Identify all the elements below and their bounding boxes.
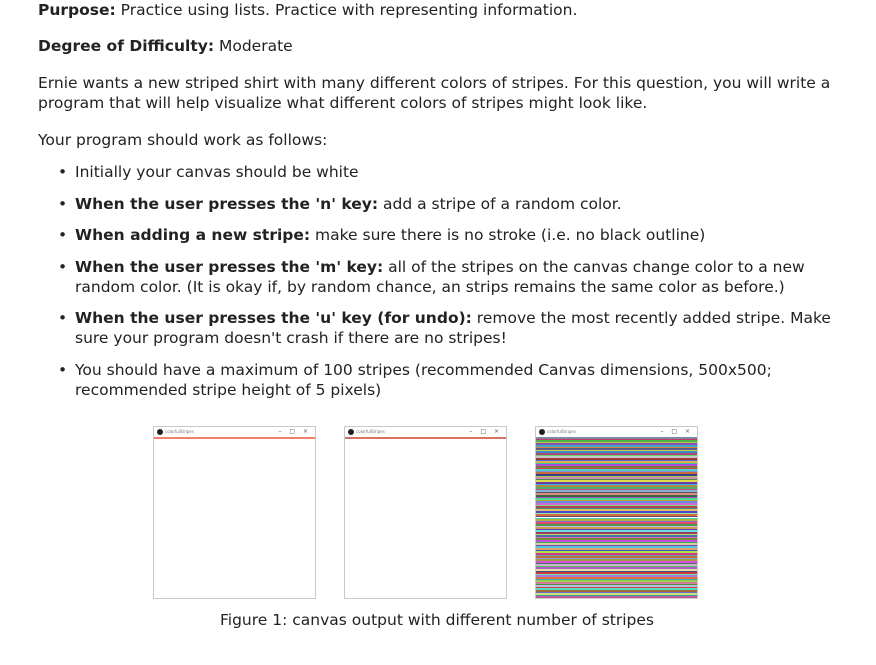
purpose-label: Purpose: <box>38 1 116 19</box>
bullet-text: make sure there is no stroke (i.e. no black outline) <box>310 226 706 244</box>
app-icon <box>539 429 545 435</box>
bullet-dot: • <box>58 226 68 244</box>
app-icon <box>157 429 163 435</box>
stripe <box>536 596 697 598</box>
difficulty-text: Moderate <box>214 37 293 55</box>
difficulty-line <box>38 36 838 56</box>
bullet-bold: When the user presses the 'u' key (for undo): <box>75 309 472 327</box>
bullet-dot: • <box>58 195 68 213</box>
figure-caption: Figure 1: canvas output with different number of stripes <box>220 611 654 629</box>
window-controls: – □ × <box>469 428 502 435</box>
bullet-bold: When the user presses the 'n' key: <box>75 195 379 213</box>
window-titlebar <box>536 427 697 437</box>
bullet-text: You should have a maximum of 100 stripes (recommended Canvas dimensions, 500x500; recommended stripe height of 5 pixels) <box>75 361 772 399</box>
stripe-canvas <box>536 437 697 598</box>
bullet-text: remove the most recently added stripe. Make sure your program doesn't crash if there are no stripes! <box>75 309 831 347</box>
stripe <box>345 437 506 439</box>
intro-line-2: program that will help visualize what different colors of stripes might look like. <box>38 94 648 112</box>
bullet-dot: • <box>58 361 68 379</box>
window-titlebar <box>154 427 315 437</box>
bullet-bold: When adding a new stripe: <box>75 226 311 244</box>
figure-window-1 <box>153 426 316 599</box>
purpose-line <box>38 0 838 20</box>
window-controls: – □ × <box>660 428 693 435</box>
stripe-canvas <box>345 437 506 598</box>
window-title: colorfulStripes <box>547 429 576 434</box>
bullet-text: Initially your canvas should be white <box>75 163 359 181</box>
lead-text: Your program should work as follows: <box>38 131 328 149</box>
bullet-text: add a stripe of a random color. <box>378 195 622 213</box>
bullet-dot: • <box>58 258 68 276</box>
purpose-text: Practice using lists. Practice with representing information. <box>115 1 578 19</box>
window-title: colorfulStripes <box>165 429 194 434</box>
figure-window-2 <box>344 426 507 599</box>
stripe <box>154 437 315 439</box>
window-title: colorfulStripes <box>356 429 385 434</box>
intro-paragraph <box>38 73 838 113</box>
intro-line-1: Ernie wants a new striped shirt with many different colors of stripes. For this question, you will write a <box>38 74 831 92</box>
stripe-canvas <box>154 437 315 598</box>
bullet-dot: • <box>58 309 68 327</box>
figure-window-3 <box>535 426 698 599</box>
window-controls: – □ × <box>278 428 311 435</box>
difficulty-label: Degree of Difficulty: <box>38 37 215 55</box>
bullet-text: all of the stripes on the canvas change color to a new random color. (It is okay if, by random chance, an strips remains the same color as before.) <box>75 258 805 296</box>
app-icon <box>348 429 354 435</box>
bullet-dot: • <box>58 163 68 181</box>
bullet-bold: When the user presses the 'm' key: <box>75 258 384 276</box>
window-titlebar <box>345 427 506 437</box>
